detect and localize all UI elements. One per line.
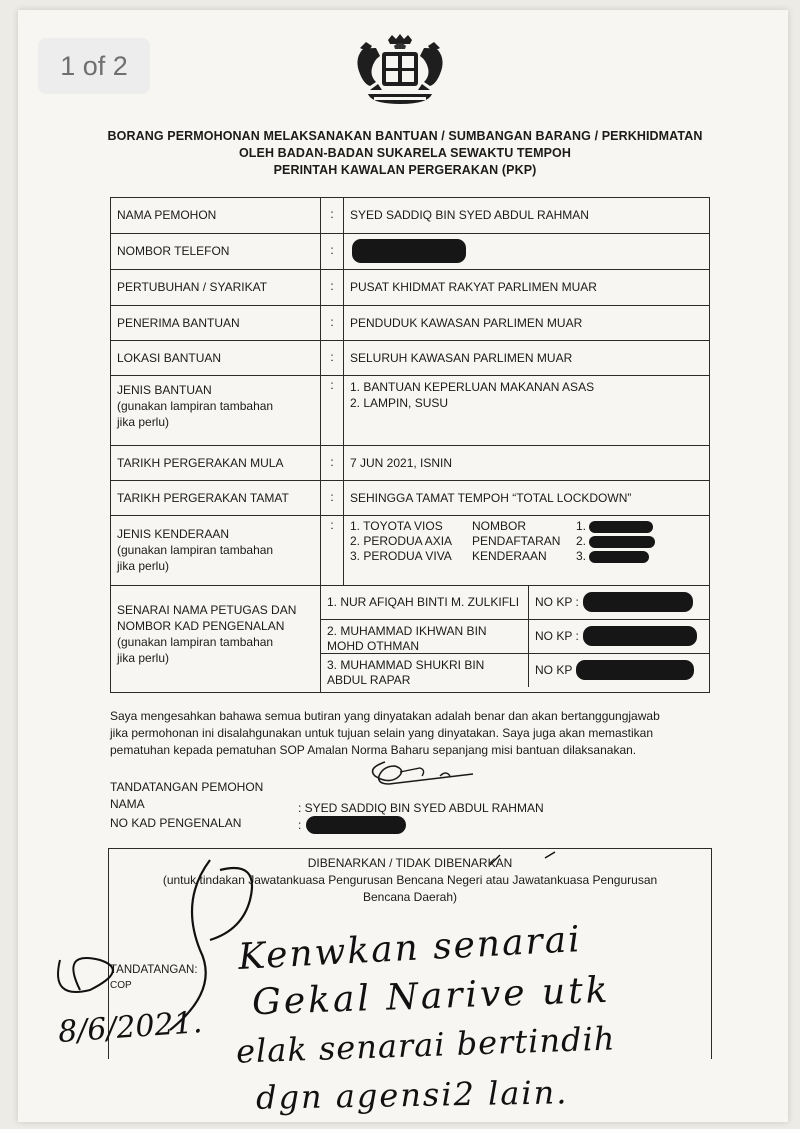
jenis-bantuan-note-2: jika perlu) <box>117 415 170 429</box>
title-line-2: OLEH BADAN-BADAN SUKARELA SEWAKTU TEMPOH <box>238 146 571 160</box>
tarikh-tamat-value: SEHINGGA TAMAT TEMPOH “TOTAL LOCKDOWN” <box>344 481 710 516</box>
page-indicator-badge: 1 of 2 <box>38 38 150 94</box>
bantuan-item: 1. BANTUAN KEPERLUAN MAKANAN ASAS <box>350 380 595 394</box>
separator: : <box>321 198 344 234</box>
officer-kp-label: NO KP : <box>535 595 579 609</box>
separator: : <box>321 306 344 341</box>
approval-tandatangan-label: TANDATANGAN: <box>110 964 198 976</box>
officer-name: 1. NUR AFIQAH BINTI M. ZULKIFLI <box>327 595 520 609</box>
kenderaan-note-1: (gunakan lampiran tambahan <box>117 543 274 557</box>
declaration-line: jika permohonan ini disalahgunakan untuk tujuan selain yang dinyatakan. Saya juga akan memastikan <box>110 726 654 740</box>
tarikh-tamat-label: TARIKH PERGERAKAN TAMAT <box>111 481 321 516</box>
separator: : <box>321 234 344 270</box>
cop-label: COP <box>110 980 132 991</box>
note-line-1: Kenwkan senarai <box>237 919 583 978</box>
declaration-line: Saya mengesahkan bahawa semua butiran yang dinyatakan adalah benar dan akan bertanggungjawab <box>110 709 660 723</box>
nama-pemohon-label: NAMA PEMOHON <box>111 198 321 234</box>
penerima-label: PENERIMA BANTUAN <box>111 306 321 341</box>
approval-heading: DIBENARKAN / TIDAK DIBENARKAN <box>307 856 513 870</box>
note-date: 8/6/2021. <box>56 1005 204 1050</box>
jenis-bantuan-note-1: (gunakan lampiran tambahan <box>117 399 274 413</box>
note-line-2: Gekal Narive utk <box>251 969 612 1024</box>
tarikh-mula-value: 7 JUN 2021, ISNIN <box>344 446 710 481</box>
approval-note-1: (untuk tindakan Jawatankuasa Pengurusan Bencana Negeri atau Jawatankuasa Pengurusan <box>162 873 658 887</box>
separator: : <box>321 446 344 481</box>
reg-label-line: PENDAFTARAN <box>472 534 561 548</box>
penerima-value: PENDUDUK KAWASAN PARLIMEN MUAR <box>344 306 710 341</box>
petugas-note-1: (gunakan lampiran tambahan <box>117 635 274 649</box>
separator: : <box>321 341 344 376</box>
bantuan-item: 2. LAMPIN, SUSU <box>350 396 449 410</box>
jenis-bantuan-label: JENIS BANTUAN <box>117 383 212 397</box>
petugas-label-1: SENARAI NAMA PETUGAS DAN <box>117 603 297 617</box>
vehicle-item: 3. PERODUA VIVA <box>350 549 452 563</box>
separator: : <box>321 516 344 586</box>
ic-separator: : <box>298 818 302 832</box>
vehicle-item: 2. PERODUA AXIA <box>350 534 453 548</box>
declaration-line: pematuhan kepada pematuhan SOP Amalan Norma Baharu sepanjang misi bantuan dilaksanakan. <box>110 743 637 757</box>
pertubuhan-value: PUSAT KHIDMAT RAKYAT PARLIMEN MUAR <box>344 270 710 306</box>
officer-name: 3. MUHAMMAD SHUKRI BIN <box>327 658 485 672</box>
pertubuhan-label: PERTUBUHAN / SYARIKAT <box>111 270 321 306</box>
vehicle-item: 1. TOYOTA VIOS <box>350 519 443 533</box>
officer-kp-label: NO KP <box>535 663 573 677</box>
officer-name: 2. MUHAMMAD IKHWAN BIN <box>327 624 487 638</box>
separator: : <box>321 376 344 446</box>
approval-note-2: Bencana Daerah) <box>362 890 458 904</box>
nama-label: NAMA <box>110 797 145 811</box>
title-line-1: BORANG PERMOHONAN MELAKSANAKAN BANTUAN / SUMBANGAN BARANG / PERKHIDMATAN <box>107 129 703 143</box>
tandatangan-pemohon-label: TANDATANGAN PEMOHON <box>110 780 264 794</box>
lokasi-label: LOKASI BANTUAN <box>111 341 321 376</box>
officer-name-cont: MOHD OTHMAN <box>327 639 419 653</box>
title-line-3: PERINTAH KAWALAN PERGERAKAN (PKP) <box>273 163 537 177</box>
nama-value: : SYED SADDIQ BIN SYED ABDUL RAHMAN <box>298 801 544 815</box>
reg-number: 3. <box>576 549 587 563</box>
separator: : <box>321 481 344 516</box>
reg-number: 2. <box>576 534 587 548</box>
tarikh-mula-label: TARIKH PERGERAKAN MULA <box>111 446 321 481</box>
officer-kp-label: NO KP : <box>535 629 579 643</box>
nombor-telefon-label: NOMBOR TELEFON <box>111 234 321 270</box>
officer-name-cont: ABDUL RAPAR <box>327 673 411 687</box>
kenderaan-label: JENIS KENDERAAN <box>117 527 230 541</box>
kenderaan-note-2: jika perlu) <box>117 559 170 573</box>
ic-label: NO KAD PENGENALAN <box>110 816 242 830</box>
petugas-note-2: jika perlu) <box>117 651 170 665</box>
lokasi-value: SELURUH KAWASAN PARLIMEN MUAR <box>344 341 710 376</box>
nama-pemohon-value: SYED SADDIQ BIN SYED ABDUL RAHMAN <box>344 198 710 234</box>
reg-label-line: NOMBOR <box>472 519 526 533</box>
reg-label-line: KENDERAAN <box>472 549 547 563</box>
petugas-label-2: NOMBOR KAD PENGENALAN <box>117 619 285 633</box>
note-line-3: elak senarai bertindih <box>235 1019 616 1071</box>
note-line-4: dgn agensi2 lain. <box>255 1073 569 1117</box>
separator: : <box>321 270 344 306</box>
reg-number: 1. <box>576 519 587 533</box>
